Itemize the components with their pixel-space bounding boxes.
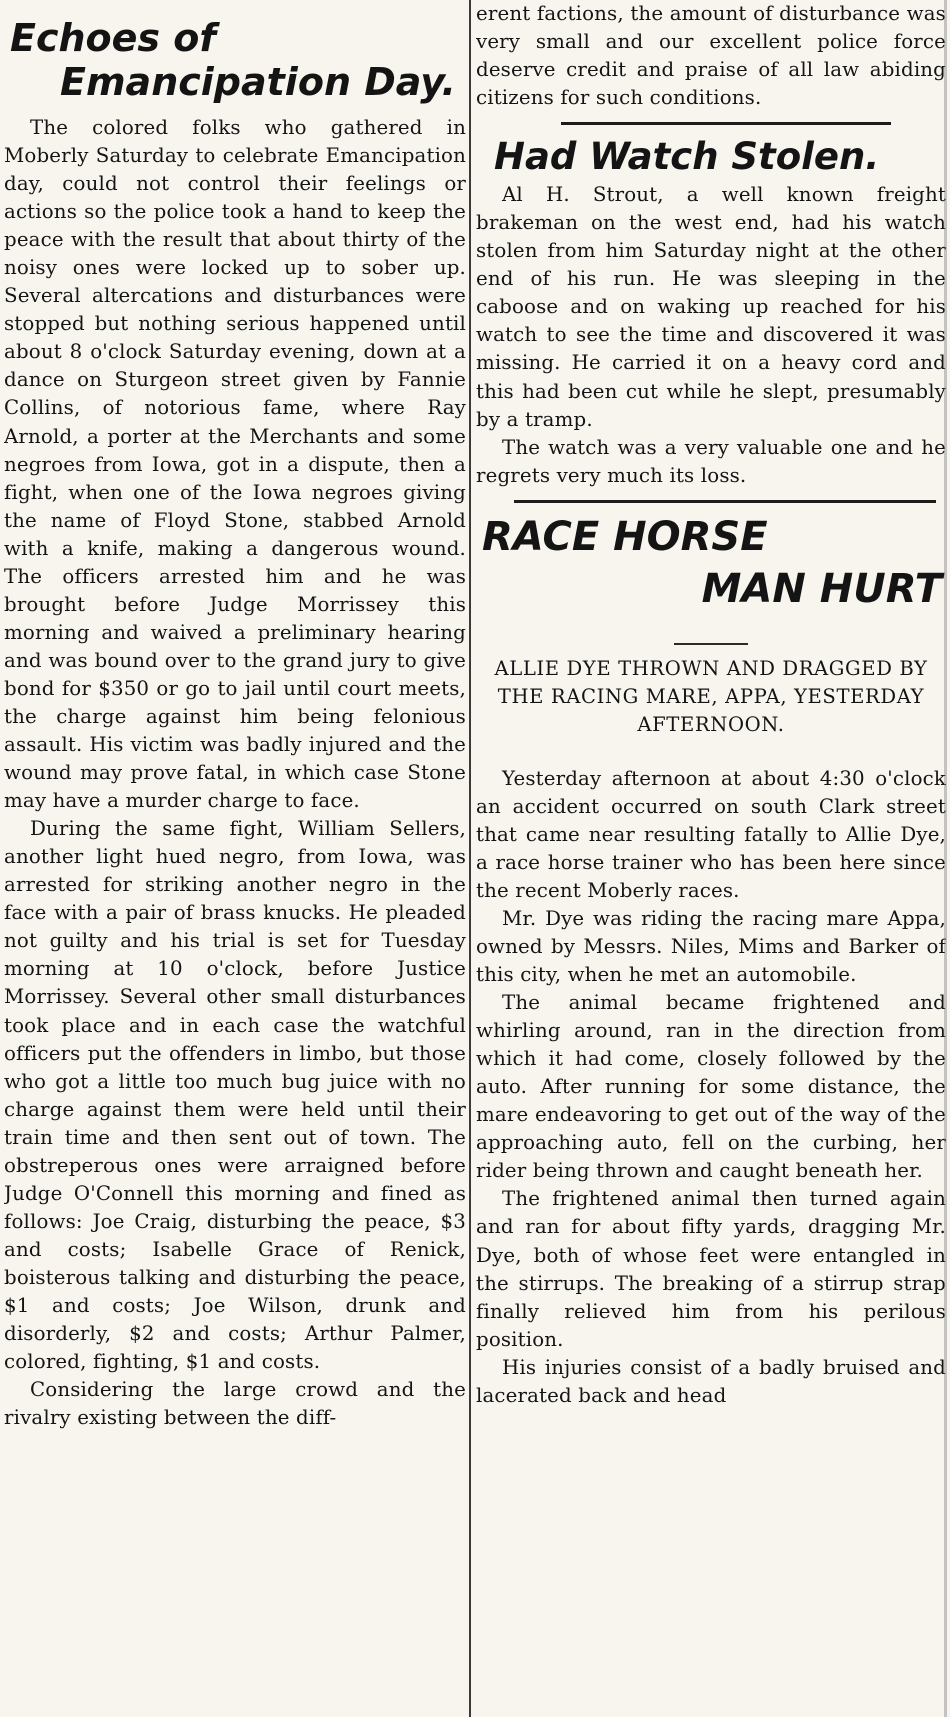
- story1-headline-line1: Echoes of: [10, 16, 216, 60]
- story1-continuation: erent factions, the amount of disturbance was very small and our excellent police force deserve credit and praise of all law abiding citizens for such conditions.: [476, 2, 946, 110]
- story3-paragraph: Yesterday afternoon at about 4:30 o'clock an accident occurred on south Clark street that came near resulting fatally to Allie Dye, a race horse trainer who has been here since the recent Moberly races.: [476, 766, 946, 902]
- story3-deck: ALLIE DYE THROWN AND DRAGGED BY THE RACING MARE, APPA, YESTERDAY AFTERNOON.: [494, 656, 928, 736]
- column-divider: [469, 0, 471, 1717]
- story3-paragraph: Mr. Dye was riding the racing mare Appa, owned by Messrs. Niles, Mims and Barker of this city, when he met an automobile.: [476, 906, 946, 987]
- story2-headline: Had Watch Stolen.: [494, 135, 880, 179]
- page-edge: [944, 0, 947, 1717]
- short-rule: [674, 643, 748, 645]
- story1-headline-line2: Emancipation Day.: [60, 60, 456, 104]
- left-column: [4, 0, 466, 1717]
- story2-paragraph: Al H. Strout, a well known freight brakeman on the west end, had his watch stolen from him Saturday night at the other end of his run. He was sleeping in the caboose and on waking up reached for his watch to see the time and discovered it was missing. He carried it on a heavy cord and this had been cut while he slept, presumably by a tramp.: [476, 183, 946, 431]
- story3-headline-line1: RACE HORSE: [482, 513, 768, 560]
- story2-paragraph: The watch was a very valuable one and he regrets very much its loss.: [476, 435, 946, 487]
- story3-paragraph: The animal became frightened and whirling around, ran in the direction from which it had come, closely followed by the auto. After running for some distance, the mare endeavoring to get out of the way of the approaching auto, fell on the curbing, her rider being thrown and caught beneath her.: [476, 991, 946, 1183]
- story1-paragraph: The colored folks who gathered in Moberly Saturday to celebrate Emancipation day, could not control their feelings or actions so the police took a hand to keep the peace with the result that about thirty of the noisy ones were locked up to sober up. Several altercations and disturbances were stopped but nothing serious happened until about 8 o'clock Saturday evening, down at a dance on Sturgeon street given by Fannie Collins, of notorious fame, where Ray Arnold, a porter at the Merchants and some negroes from Iowa, got in a dispute, then a fight, when one of the Iowa negroes giving the name of Floyd Stone, stabbed Arnold with a knife, making a dangerous wound. The officers arrested him and he was brought before Judge Morrissey this morning and waived a preliminary hearing and was bound over to the grand jury to give bond for $350 or go to jail until court meets, the charge against him being felonious assault. His victim was badly injured and the wound may prove fatal, in which case Stone may have a murder charge to face.: [4, 116, 466, 813]
- story1-paragraph: Considering the large crowd and the rivalry existing between the diff-: [4, 1378, 466, 1430]
- right-column: [476, 0, 946, 1717]
- story3-headline-line2: MAN HURT: [701, 565, 942, 612]
- story3-paragraph: The frightened animal then turned again and ran for about fifty yards, dragging Mr. Dye, both of whose feet were entangled in the stirrups. The breaking of a stirrup strap finally relieved him from his perilous position.: [476, 1187, 946, 1351]
- section-rule: [561, 122, 891, 125]
- story1-paragraph: During the same fight, William Sellers, another light hued negro, from Iowa, was arrested for striking another negro in the face with a pair of brass knucks. He pleaded not guilty and his trial is set for Tuesday morning at 10 o'clock, before Justice Morrissey. Several other small disturbances took place and in each case the watchful officers put the offenders in limbo, but those who got a little too much bug juice with no charge against them were held until their train time and then sent out of town. The obstreperous ones were arraigned before Judge O'Connell this morning and fined as follows: Joe Craig, disturbing the peace, $3 and costs; Isabelle Grace of Renick, boisterous talking and disturbing the peace, $1 and costs; Joe Wilson, drunk and disorderly, $2 and costs; Arthur Palmer, colored, fighting, $1 and costs.: [4, 817, 466, 1374]
- story3-paragraph: His injuries consist of a badly bruised and lacerated back and head: [476, 1355, 946, 1407]
- section-rule: [514, 500, 936, 503]
